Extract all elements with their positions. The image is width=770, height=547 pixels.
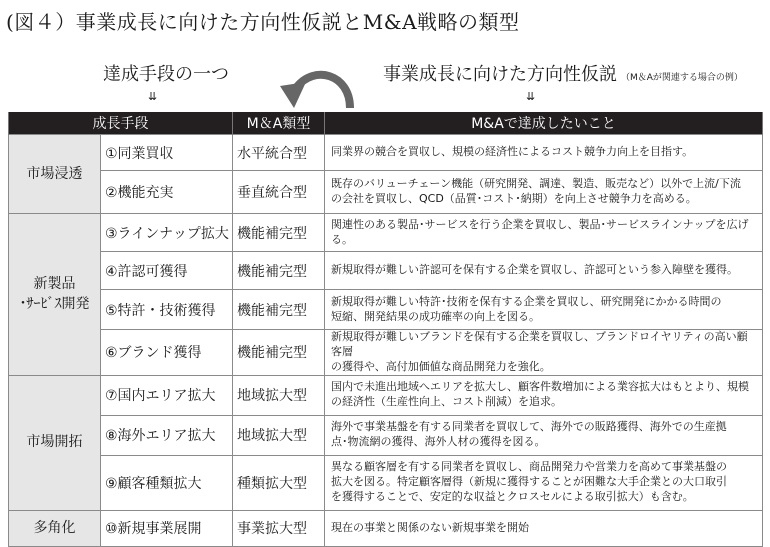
desc-cell: 新規取得が難しいブランドを保有する企業を買収し、ブランドロイヤリティの高い顧客層 の獲得や、高付加価値な商品開発力を強化。: [325, 330, 763, 376]
table-row: [9, 375, 763, 415]
means-cell: ⑨顧客種類拡大: [101, 455, 233, 510]
type-cell: 地域拡大型: [233, 415, 325, 455]
means-cell: ⑦国内エリア拡大: [101, 375, 233, 415]
type-cell: 水平統合型: [233, 135, 325, 171]
header-ma-goal: M&Aで達成したいこと: [325, 112, 763, 135]
table-row: [9, 214, 763, 252]
means-cell: ④許認可獲得: [101, 252, 233, 290]
desc-cell: 現在の事業と関係のない新規事業を開始: [325, 510, 763, 546]
desc-cell: 新規取得が難しい許認可を保有する企業を買収し、許認可という参入障壁を獲得。: [325, 252, 763, 290]
type-cell: 機能補完型: [233, 214, 325, 252]
category-cell: 市場浸透: [9, 135, 101, 214]
means-cell: ③ラインナップ拡大: [101, 214, 233, 252]
desc-cell: 同業界の競合を買収し、規模の経済性によるコスト競争力向上を目指す。: [325, 135, 763, 171]
down-arrow-icon: ⇊: [526, 90, 535, 103]
table-header-row: [9, 112, 763, 135]
table-row: [9, 171, 763, 214]
table-row: [9, 415, 763, 455]
table-row: [9, 135, 763, 171]
type-cell: 地域拡大型: [233, 375, 325, 415]
desc-cell: 関連性のある製品･サービスを行う企業を買収し、製品･サービスラインナップを広げる。: [325, 214, 763, 252]
means-cell: ⑩新規事業展開: [101, 510, 233, 546]
table-row: [9, 510, 763, 546]
means-cell: ①同業買収: [101, 135, 233, 171]
desc-cell: 新規取得が難しい特許･技術を保有する企業を買収し、研究開発にかかる時間の 短縮、開発結果の成功確率の向上を図る。: [325, 290, 763, 330]
desc-cell: 海外で事業基盤を有する同業者を買収して、海外での販路獲得、海外での生産拠 点･物流網の獲得、海外人材の獲得を図る。: [325, 415, 763, 455]
subheading-hypothesis: [383, 60, 743, 86]
means-cell: ⑧海外エリア拡大: [101, 415, 233, 455]
table-row: [9, 455, 763, 510]
type-cell: 事業拡大型: [233, 510, 325, 546]
category-cell: 市場開拓: [9, 375, 101, 510]
type-cell: 機能補完型: [233, 252, 325, 290]
type-cell: 機能補完型: [233, 290, 325, 330]
type-cell: 垂直統合型: [233, 171, 325, 214]
table-row: [9, 290, 763, 330]
desc-cell: 異なる顧客層を有する同業者を買収し、商品開発力や営業力を高めて事業基盤の 拡大を図る。特定顧客層得（新規に獲得することが困難な大手企業との大口取引 を獲得することで、安定的な収益とクロスセルによる取引拡大）も含む。: [325, 455, 763, 510]
strategy-table: [8, 112, 763, 547]
page-title: (図４）事業成長に向けた方向性仮説とM&A戦略の類型: [6, 10, 520, 34]
means-cell: ⑤特許・技術獲得: [101, 290, 233, 330]
type-cell: 機能補完型: [233, 330, 325, 376]
subheading-note: （M＆Aが関連する場合の例）: [621, 73, 743, 83]
subheading-hypothesis-text: 事業成長に向けた方向性仮説: [383, 64, 617, 85]
means-cell: ⑥ブランド獲得: [101, 330, 233, 376]
header-ma-type: M＆A類型: [233, 112, 325, 135]
desc-cell: 国内で未進出地域へエリアを拡大し、顧客件数増加による業容拡大はもとより、規模 の経済性（生産性向上、コスト削減）を追求。: [325, 375, 763, 415]
category-cell: 新製品 ･ｻｰﾋﾞｽ開発: [9, 214, 101, 376]
category-cell: 多角化: [9, 510, 101, 546]
type-cell: 種類拡大型: [233, 455, 325, 510]
desc-cell: 既存のバリューチェーン機能（研究開発、調達、製造、販売など）以外で上流/下流 の会社を買収し、QCD（品質･コスト･納期）を向上させ競争力を高める。: [325, 171, 763, 214]
subheading-means: 達成手段の一つ: [103, 64, 229, 85]
down-arrow-icon: ⇊: [148, 90, 157, 103]
curved-arrow-icon: [270, 62, 360, 114]
header-growth-means: 成長手段: [9, 112, 233, 135]
table-row: [9, 252, 763, 290]
table-row: [9, 330, 763, 376]
means-cell: ②機能充実: [101, 171, 233, 214]
